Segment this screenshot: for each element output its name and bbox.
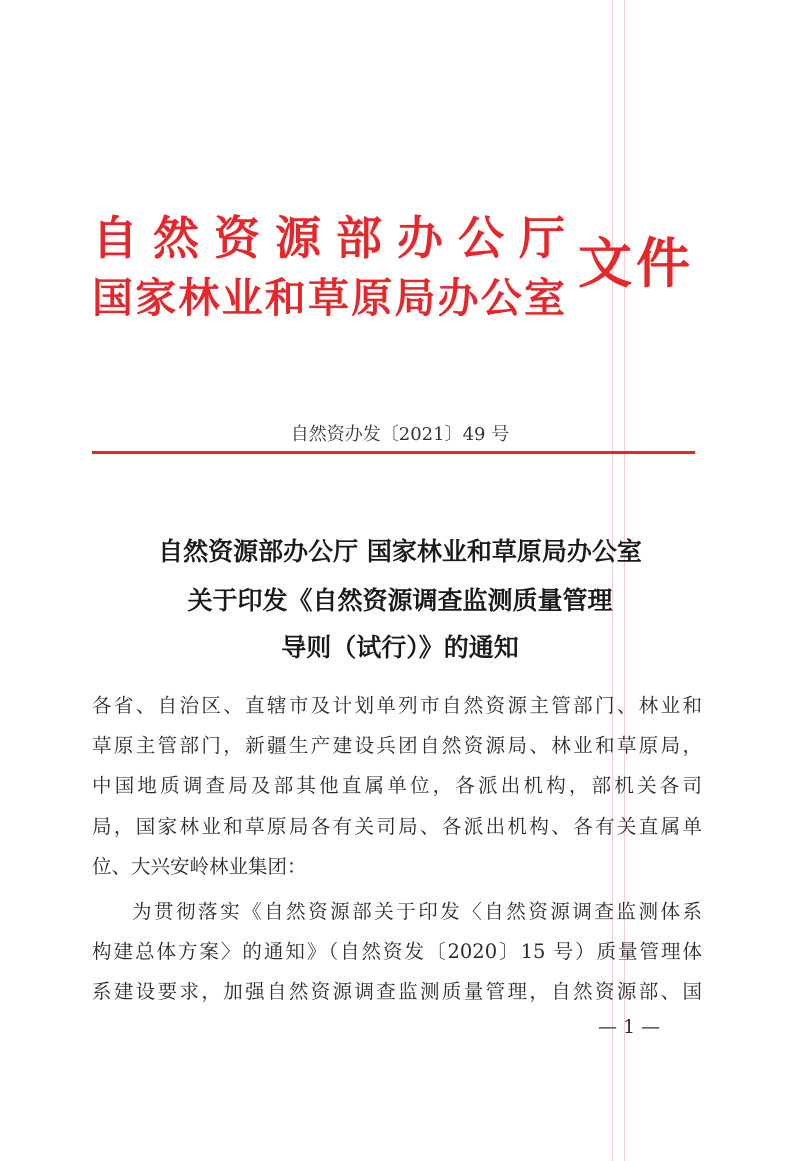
body-line: 草原主管部门，新疆生产建设兵团自然资源局、林业和草原局， — [92, 734, 702, 757]
body-line: 系建设要求，加强自然资源调查监测质量管理，自然资源部、国 — [92, 980, 702, 1003]
title-line: 关于印发《自然资源调查监测质量管理 — [187, 586, 613, 615]
body-line: 为贯彻落实《自然资源部关于印发〈自然资源调查监测体系 — [132, 900, 702, 923]
body-line: 局，国家林业和草原局各有关司局、各派出机构、各有关直属单 — [92, 815, 702, 838]
issuer-line-2: 国家林业和草原局办公室 — [92, 274, 565, 322]
issuer-line-1: 自然资源部办公厅 — [92, 211, 565, 265]
doc-type: 文件 — [578, 232, 690, 295]
document-number: 自然资办发〔2021〕49 号 — [290, 424, 510, 445]
page-number: — 1 — — [598, 1016, 661, 1038]
body-line: 中国地质调查局及部其他直属单位，各派出机构，部机关各司 — [92, 774, 702, 797]
title-line: 自然资源部办公厅 国家林业和草原局办公室 — [158, 537, 642, 566]
body-line: 各省、自治区、直辖市及计划单列市自然资源主管部门、林业和 — [92, 694, 702, 717]
title-line: 导则（试行）》的通知 — [281, 633, 519, 662]
body-line: 构建总体方案〉的通知》（自然资发〔2020〕15 号）质量管理体 — [92, 940, 702, 963]
red-divider — [92, 451, 695, 454]
body-line: 位、大兴安岭林业集团： — [92, 855, 307, 878]
